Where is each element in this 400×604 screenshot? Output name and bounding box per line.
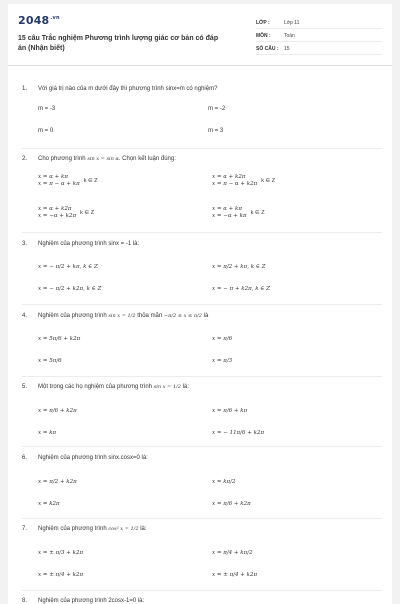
question-2-stem [22, 156, 176, 162]
question-3-option-b[interactable]: x = π/2 + kπ, k ∈ Z [212, 264, 266, 270]
question-text-pre: Nghiệm của phương trình [38, 526, 107, 532]
question-number: 8. [22, 598, 28, 604]
question-divider [22, 518, 382, 519]
meta-value: 15 [284, 46, 290, 52]
question-text-post: là: [182, 384, 189, 390]
question-number: 4. [22, 313, 28, 319]
question-text: Nghiệm của phương trình sinx.cosx=0 là: [38, 455, 148, 461]
question-4-stem [22, 313, 208, 319]
question-5-option-b[interactable]: x = π/6 + kπ [212, 408, 248, 414]
question-2-option-c[interactable] [38, 206, 94, 220]
logo-suffix: .vn [50, 15, 60, 22]
system-domain: k ∈ Z [83, 178, 98, 184]
site-logo[interactable] [18, 14, 60, 27]
question-number: 3. [22, 241, 28, 247]
question-6-option-c[interactable]: x = k2π [38, 501, 60, 507]
question-4-option-c[interactable]: x = 5π/6 [38, 358, 62, 364]
question-number: 5. [22, 384, 28, 390]
question-divider [22, 376, 382, 377]
meta-row-count [256, 44, 382, 55]
question-3-option-d[interactable]: x = − π + k2π, k ∈ Z [212, 286, 270, 292]
question-8-stem [22, 598, 144, 604]
question-7-option-d[interactable]: x = ± π/4 + k2π [212, 572, 258, 578]
system-line: x = α + kπ [212, 206, 242, 212]
document-page [8, 4, 392, 604]
system-line: x = π − α + kπ [38, 181, 80, 187]
question-6-option-d[interactable]: x = π/6 + k2π [212, 501, 251, 507]
question-divider [22, 304, 382, 305]
system-line: x = π − α + k2π [212, 181, 258, 187]
question-text-pre: Nghiệm của phương trình [38, 313, 107, 319]
logo-text: 2048 [18, 14, 50, 27]
question-7-option-a[interactable]: x = ± π/3 + k2π [38, 550, 84, 556]
question-math: sin x = 1/2 [108, 313, 136, 319]
question-3-option-c[interactable]: x = − π/2 + k2π, k ∈ Z [38, 286, 102, 292]
question-text-post: là: [140, 526, 147, 532]
meta-value: Toán [284, 33, 295, 39]
question-1-option-b[interactable]: m = -2 [208, 106, 226, 112]
system-line: x = α + kπ [38, 174, 68, 180]
meta-row-subject [256, 31, 382, 42]
question-text: Nghiệm của phương trình sinx = -1 là: [38, 241, 140, 247]
meta-key: SỐ CÂU : [256, 46, 279, 52]
question-5-option-d[interactable]: x = − 11π/6 + k2π [212, 430, 265, 436]
meta-key: MÔN : [256, 33, 271, 39]
question-math: sin x = sin α [87, 156, 119, 162]
question-5-stem [22, 384, 189, 390]
question-1-option-c[interactable]: m = 0 [38, 128, 54, 134]
question-5-option-a[interactable]: x = π/6 + k2π [38, 408, 77, 414]
question-7-option-c[interactable]: x = ± π/4 + k2π [38, 572, 84, 578]
question-divider [22, 148, 382, 149]
system-domain: k ∈ Z [80, 210, 95, 216]
question-3-stem [22, 241, 139, 247]
question-math: cos² x = 1/2 [108, 526, 139, 532]
system-domain: k ∈ Z [250, 210, 265, 216]
document-meta [256, 18, 382, 57]
question-3-option-a[interactable]: x = − π/2 + kπ, k ∈ Z [38, 264, 98, 270]
question-number: 6. [22, 455, 28, 461]
system-line: x = −α + kπ [212, 213, 247, 219]
question-number: 1. [22, 86, 28, 92]
question-text-pre: Cho phương trình [38, 156, 86, 162]
question-6-stem [22, 455, 148, 461]
question-5-option-c[interactable]: x = kπ [38, 430, 57, 436]
question-number: 7. [22, 526, 28, 532]
question-text-post: . Chọn kết luận đúng: [118, 156, 176, 162]
question-divider [22, 590, 382, 591]
system-domain: k ∈ Z [261, 178, 276, 184]
question-4-option-d[interactable]: x = π/3 [212, 358, 233, 364]
question-4-option-a[interactable]: x = 5π/6 + k2π [38, 336, 81, 342]
question-7-stem [22, 526, 147, 532]
question-6-option-a[interactable]: x = π/2 + k2π [38, 479, 77, 485]
question-4-option-b[interactable]: x = π/6 [212, 336, 233, 342]
question-text-post: là [203, 313, 209, 319]
question-divider [22, 446, 382, 447]
system-line: x = α + k2π [38, 206, 72, 212]
question-6-option-b[interactable]: x = kπ/2 [212, 479, 236, 485]
question-text-mid: thỏa mãn [137, 313, 163, 319]
question-1-option-a[interactable]: m = -3 [38, 106, 56, 112]
document-header [8, 4, 392, 66]
meta-key: LỚP : [256, 20, 270, 26]
system-line: x = α + k2π [212, 174, 246, 180]
question-number: 2. [22, 156, 28, 162]
question-text-pre: Một trong các họ nghiệm của phương trình [38, 384, 153, 390]
question-2-option-d[interactable] [212, 206, 265, 220]
question-divider [22, 232, 382, 233]
question-1-option-d[interactable]: m = 3 [208, 128, 224, 134]
question-math-range: −π/2 ≤ x ≤ π/2 [163, 313, 202, 319]
question-text: Với giá trị nào của m dưới đây thì phương trình sinx=m có nghiệm? [38, 86, 218, 92]
question-2-option-a[interactable] [38, 174, 98, 188]
meta-value: Lớp 11 [284, 20, 300, 26]
document-title: 15 câu Trắc nghiệm Phương trình lượng giác cơ bản có đáp án (Nhận biết) [18, 35, 219, 52]
question-7-option-b[interactable]: x = π/4 + kπ/2 [212, 550, 253, 556]
question-1-stem [22, 86, 217, 92]
meta-row-class [256, 18, 382, 29]
system-line: x = −α + k2π [38, 213, 77, 219]
question-math: sin x = 1/2 [153, 384, 181, 390]
question-2-option-b[interactable] [212, 174, 275, 188]
question-text: Nghiệm của phương trình 2cosx-1=0 là: [38, 598, 145, 604]
